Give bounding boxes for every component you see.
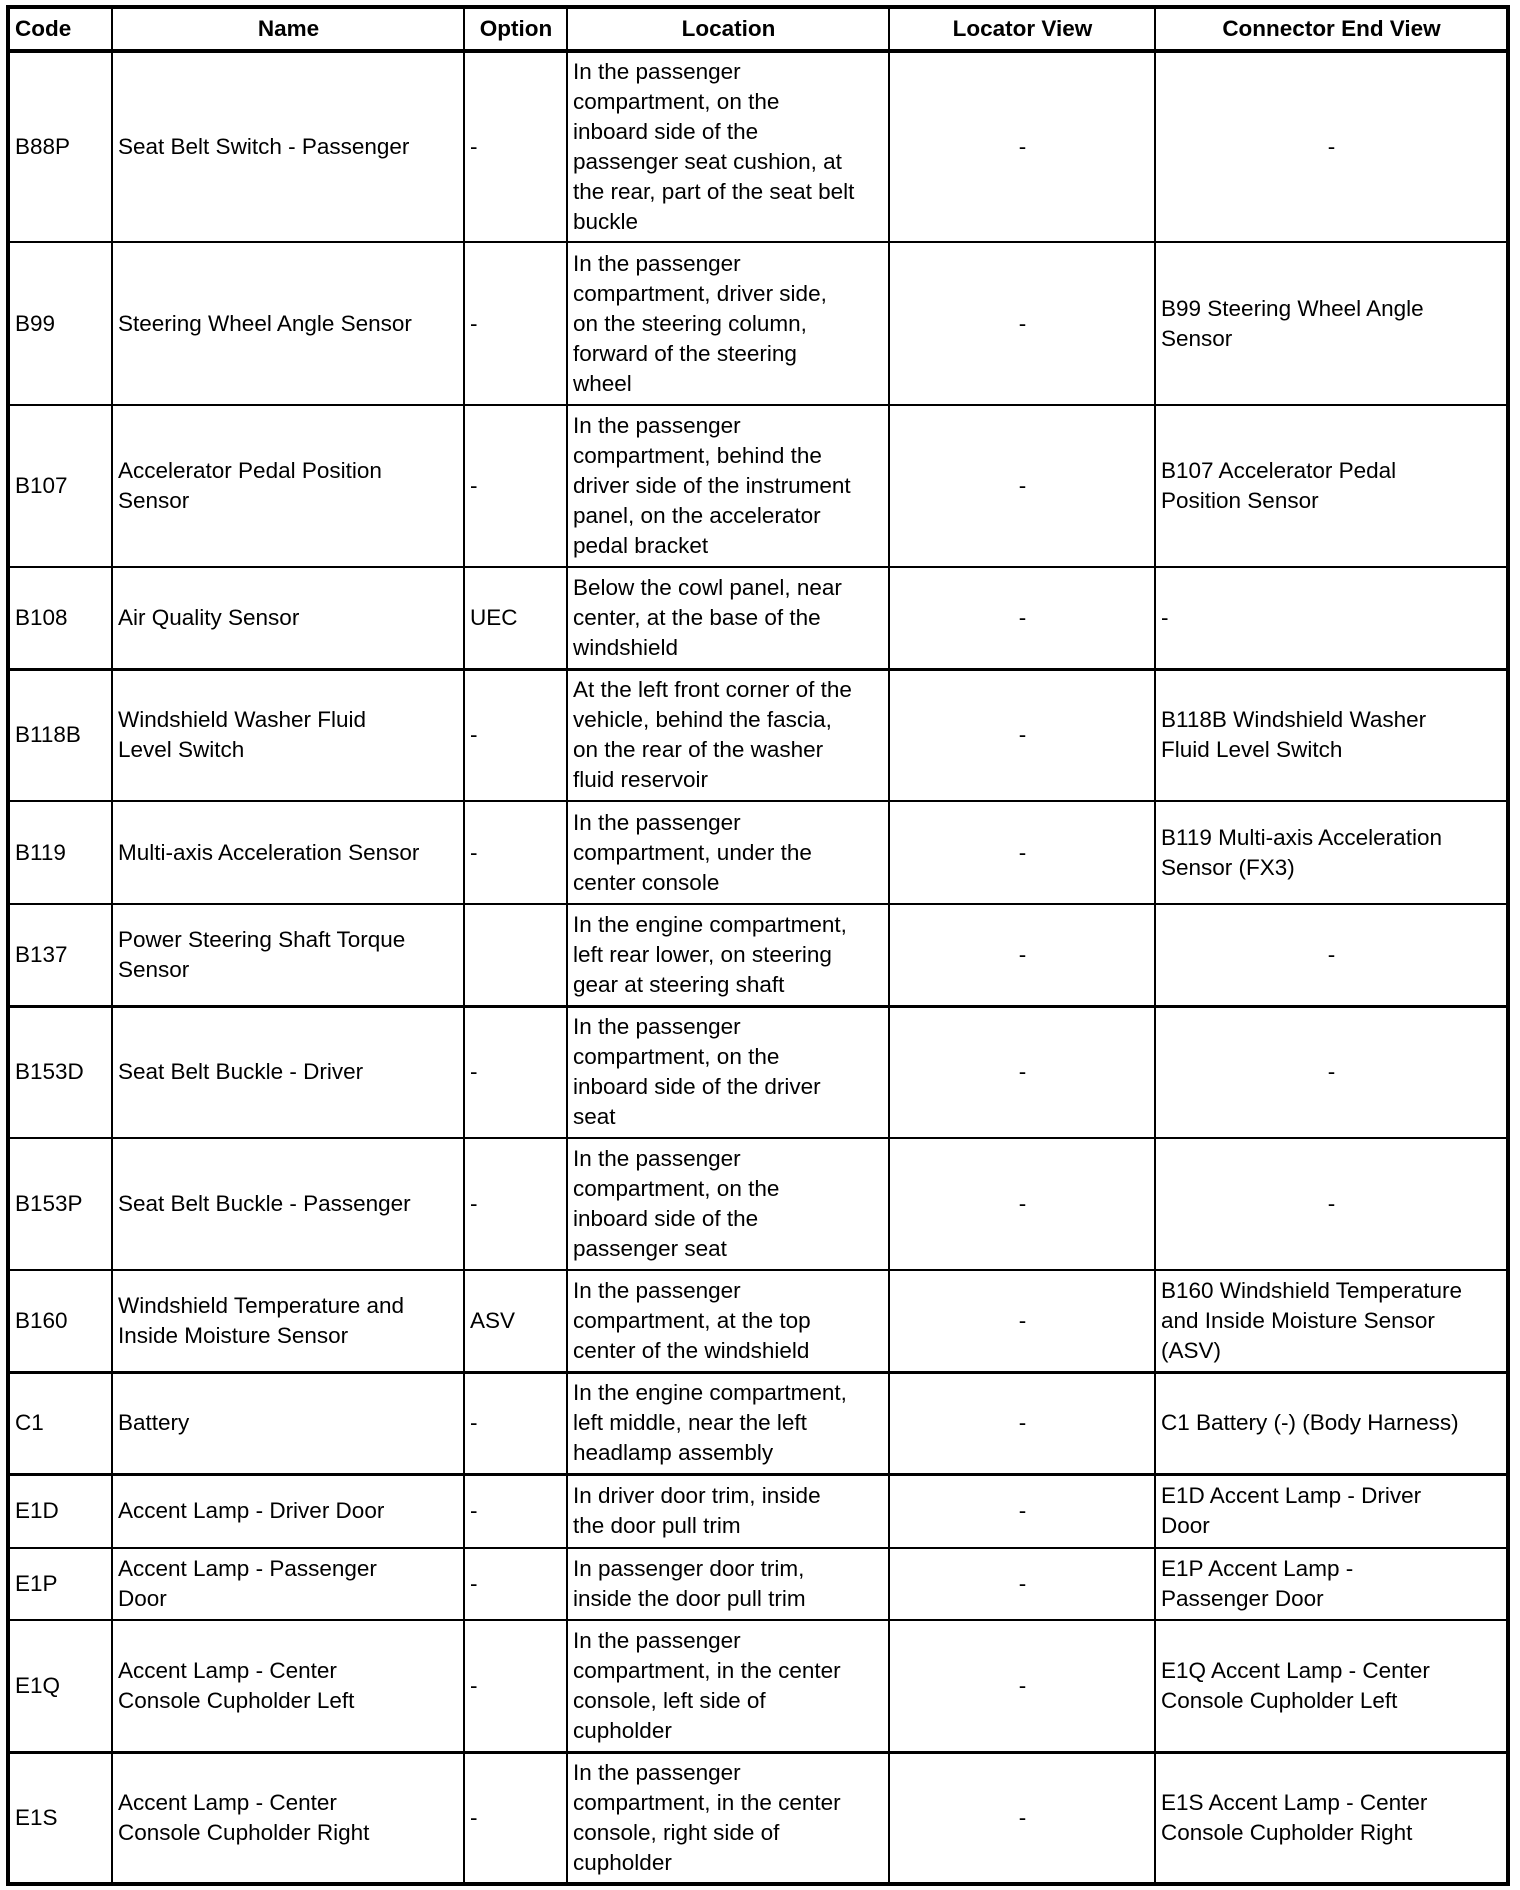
cell-location — [567, 1474, 889, 1548]
table-row — [8, 1620, 1508, 1752]
cell-line: B118B Windshield Washer — [1161, 707, 1427, 733]
cell-location — [567, 669, 889, 801]
cell-option — [464, 567, 567, 669]
cell-line: Windshield Temperature and — [118, 1292, 404, 1318]
cell-text: - — [1018, 1410, 1027, 1435]
cell-line: (ASV) — [1161, 1337, 1222, 1363]
cell-text: UEC — [470, 604, 518, 630]
cell-line: E1S Accent Lamp - Center — [1161, 1789, 1428, 1815]
cell-location — [567, 1752, 889, 1884]
cell-text: B119 — [15, 839, 66, 865]
cell-code — [8, 51, 112, 242]
cell-location — [567, 1006, 889, 1138]
cell-line: inboard side of the — [573, 1206, 759, 1231]
cell-line: the door pull trim — [573, 1513, 741, 1539]
cell-text: - — [1018, 941, 1027, 967]
cell-line: Accent Lamp - Driver Door — [118, 1498, 385, 1524]
cell-line: In the passenger — [573, 1759, 741, 1785]
cell-line: Sensor (FX3) — [1161, 854, 1295, 880]
table-row — [8, 1548, 1508, 1620]
cell-line: In the passenger — [573, 1277, 741, 1303]
cell-text: - — [470, 1059, 478, 1085]
cell-option — [464, 904, 567, 1006]
cell-text: B153P — [15, 1191, 83, 1216]
cell-connector-end-view — [1155, 904, 1508, 1006]
cell-name — [112, 1372, 464, 1474]
cell-locator-view — [889, 405, 1155, 567]
cell-locator-view — [889, 51, 1155, 242]
cell-location — [567, 1620, 889, 1752]
cell-line: In driver door trim, inside — [573, 1483, 821, 1509]
cell-line: B107 Accelerator Pedal — [1161, 458, 1397, 483]
cell-locator-view — [889, 1372, 1155, 1474]
table-row — [8, 51, 1508, 242]
table-row — [8, 1372, 1508, 1474]
cell-name — [112, 1752, 464, 1884]
cell-text: B107 — [15, 473, 68, 498]
cell-code — [8, 405, 112, 567]
cell-text: - — [1018, 1498, 1027, 1524]
cell-line: Accent Lamp - Passenger — [118, 1556, 377, 1581]
cell-line: E1P Accent Lamp - — [1161, 1556, 1354, 1581]
cell-code — [8, 1006, 112, 1138]
cell-text: - — [470, 134, 478, 159]
cell-locator-view — [889, 1548, 1155, 1620]
cell-line: Passenger Door — [1161, 1586, 1324, 1611]
cell-option — [464, 1474, 567, 1548]
cell-line: In the passenger — [573, 250, 741, 276]
cell-line: Windshield Washer Fluid — [118, 707, 367, 733]
cell-line: Seat Belt Buckle - Passenger — [118, 1191, 411, 1216]
cell-text: E1Q — [15, 1672, 61, 1698]
cell-line: - — [1327, 1191, 1336, 1216]
cell-code — [8, 567, 112, 669]
cell-line: In the engine compartment, — [573, 1380, 847, 1405]
cell-name — [112, 1138, 464, 1270]
cell-option — [464, 51, 567, 242]
header-code: Code — [8, 7, 112, 51]
cell-text: - — [1018, 1059, 1027, 1085]
cell-text: - — [1018, 839, 1027, 865]
cell-line: - — [1327, 1059, 1336, 1085]
cell-name — [112, 904, 464, 1006]
header-location: Location — [567, 7, 889, 51]
header-option: Option — [464, 7, 567, 51]
cell-name — [112, 1548, 464, 1620]
cell-line: In the passenger — [573, 413, 741, 438]
cell-text: B153D — [15, 1059, 84, 1085]
cell-line: B160 Windshield Temperature — [1161, 1277, 1463, 1303]
cell-line: center of the windshield — [573, 1337, 810, 1363]
table-row — [8, 405, 1508, 567]
cell-connector-end-view — [1155, 1548, 1508, 1620]
cell-line: panel, on the accelerator — [573, 503, 821, 528]
cell-name — [112, 1474, 464, 1548]
cell-line: Door — [1161, 1513, 1210, 1539]
cell-line: Console Cupholder Right — [118, 1819, 370, 1845]
cell-connector-end-view — [1155, 801, 1508, 904]
cell-connector-end-view — [1155, 1620, 1508, 1752]
cell-text: ASV — [470, 1307, 516, 1333]
cell-location — [567, 405, 889, 567]
cell-text: - — [1018, 1804, 1027, 1830]
cell-line: compartment, on the — [573, 1176, 780, 1201]
cell-line: Seat Belt Buckle - Driver — [118, 1059, 364, 1085]
cell-line: In the passenger — [573, 1627, 741, 1653]
cell-line: E1D Accent Lamp - Driver — [1161, 1483, 1422, 1509]
cell-line: center console — [573, 869, 720, 895]
cell-text: - — [470, 1672, 478, 1698]
cell-line: compartment, behind the — [573, 443, 822, 468]
cell-line: Multi-axis Acceleration Sensor — [118, 839, 420, 865]
cell-locator-view — [889, 1138, 1155, 1270]
cell-locator-view — [889, 904, 1155, 1006]
cell-name — [112, 51, 464, 242]
cell-code — [8, 1270, 112, 1372]
cell-text: - — [1018, 604, 1027, 630]
cell-text: - — [470, 1571, 478, 1596]
cell-line: In the passenger — [573, 1014, 741, 1040]
cell-line: driver side of the instrument — [573, 473, 851, 498]
cell-line: buckle — [573, 209, 639, 234]
cell-line: pedal bracket — [573, 533, 709, 558]
header-locator-view: Locator View — [889, 7, 1155, 51]
cell-name — [112, 801, 464, 904]
cell-line: Door — [118, 1586, 167, 1611]
cell-line: Sensor — [118, 956, 190, 982]
cell-line: Power Steering Shaft Torque — [118, 926, 406, 952]
cell-text: B88P — [15, 134, 71, 159]
cell-line: passenger seat — [573, 1236, 727, 1261]
cell-line: Air Quality Sensor — [118, 604, 300, 630]
cell-locator-view — [889, 1752, 1155, 1884]
cell-line: left middle, near the left — [573, 1410, 807, 1435]
cell-text: B108 — [15, 604, 68, 630]
cell-locator-view — [889, 1006, 1155, 1138]
cell-connector-end-view — [1155, 1752, 1508, 1884]
cell-code — [8, 1138, 112, 1270]
cell-name — [112, 242, 464, 405]
cell-line: B99 Steering Wheel Angle — [1161, 295, 1424, 321]
cell-code — [8, 1752, 112, 1884]
cell-name — [112, 1006, 464, 1138]
cell-line: and Inside Moisture Sensor — [1161, 1307, 1435, 1333]
cell-code — [8, 242, 112, 405]
cell-line: Inside Moisture Sensor — [118, 1322, 349, 1348]
cell-line: B119 Multi-axis Acceleration — [1161, 824, 1442, 850]
cell-line: the rear, part of the seat belt — [573, 179, 855, 204]
cell-line: inboard side of the driver — [573, 1074, 821, 1100]
cell-text: - — [470, 473, 478, 498]
cell-line: compartment, driver side, — [573, 280, 827, 306]
table-row — [8, 1270, 1508, 1372]
cell-line: on the steering column, — [573, 310, 807, 336]
cell-code — [8, 1620, 112, 1752]
cell-connector-end-view — [1155, 242, 1508, 405]
cell-text: - — [470, 1498, 478, 1524]
cell-code — [8, 801, 112, 904]
cell-location — [567, 904, 889, 1006]
cell-text: B99 — [15, 310, 56, 336]
header-name: Name — [112, 7, 464, 51]
cell-option — [464, 1270, 567, 1372]
cell-line: on the rear of the washer — [573, 737, 824, 763]
cell-line: passenger seat cushion, at — [573, 149, 842, 174]
cell-text: - — [1018, 473, 1027, 498]
cell-line: seat — [573, 1104, 616, 1130]
table-row — [8, 669, 1508, 801]
cell-text: - — [470, 722, 478, 748]
cell-line: Steering Wheel Angle Sensor — [118, 310, 412, 336]
cell-location — [567, 1138, 889, 1270]
cell-line: At the left front corner of the — [573, 677, 852, 703]
cell-line: - — [1161, 604, 1169, 630]
cell-text: - — [470, 310, 478, 336]
cell-line: console, right side of — [573, 1819, 780, 1845]
cell-line: compartment, on the — [573, 1044, 780, 1070]
cell-option — [464, 1372, 567, 1474]
cell-locator-view — [889, 1270, 1155, 1372]
table-row — [8, 567, 1508, 669]
cell-text: E1D — [15, 1498, 59, 1524]
table-header-row — [8, 7, 1508, 51]
cell-location — [567, 1372, 889, 1474]
cell-line: Console Cupholder Left — [1161, 1687, 1398, 1713]
cell-code — [8, 1474, 112, 1548]
cell-line: left rear lower, on steering — [573, 941, 832, 967]
cell-locator-view — [889, 669, 1155, 801]
cell-locator-view — [889, 567, 1155, 669]
header-connector-end-view: Connector End View — [1155, 7, 1508, 51]
cell-line: windshield — [573, 634, 679, 660]
cell-line: center, at the base of the — [573, 604, 821, 630]
cell-line: vehicle, behind the fascia, — [573, 707, 832, 733]
cell-text: - — [1018, 1307, 1027, 1333]
cell-line: In the engine compartment, — [573, 911, 847, 937]
cell-line: In passenger door trim, — [573, 1556, 805, 1581]
cell-locator-view — [889, 801, 1155, 904]
component-locator-table — [6, 5, 1510, 1886]
cell-text: E1P — [15, 1571, 58, 1596]
cell-location — [567, 51, 889, 242]
cell-location — [567, 1270, 889, 1372]
cell-connector-end-view — [1155, 1138, 1508, 1270]
cell-line: Console Cupholder Right — [1161, 1819, 1413, 1845]
cell-location — [567, 242, 889, 405]
cell-line: inboard side of the — [573, 119, 759, 144]
cell-line: Battery — [118, 1410, 190, 1435]
cell-line: wheel — [573, 370, 632, 396]
cell-option — [464, 1752, 567, 1884]
cell-line: Seat Belt Switch - Passenger — [118, 134, 410, 159]
cell-line: In the passenger — [573, 59, 741, 84]
cell-text: B137 — [15, 941, 68, 967]
cell-option — [464, 669, 567, 801]
cell-text: - — [1018, 1672, 1027, 1698]
cell-location — [567, 1548, 889, 1620]
cell-name — [112, 1620, 464, 1752]
cell-connector-end-view — [1155, 567, 1508, 669]
table-row — [8, 1474, 1508, 1548]
cell-line: fluid reservoir — [573, 767, 709, 793]
cell-line: - — [1327, 134, 1336, 159]
cell-line: Below the cowl panel, near — [573, 574, 842, 600]
cell-option — [464, 801, 567, 904]
cell-text: B118B — [15, 722, 81, 748]
cell-option — [464, 242, 567, 405]
cell-connector-end-view — [1155, 669, 1508, 801]
cell-code — [8, 669, 112, 801]
cell-option — [464, 405, 567, 567]
cell-name — [112, 567, 464, 669]
cell-line: forward of the steering — [573, 340, 797, 366]
cell-text: - — [470, 1191, 478, 1216]
cell-connector-end-view — [1155, 1474, 1508, 1548]
cell-location — [567, 801, 889, 904]
cell-option — [464, 1620, 567, 1752]
cell-text: - — [470, 1804, 478, 1830]
cell-text: - — [470, 839, 478, 865]
cell-name — [112, 405, 464, 567]
cell-line: Sensor — [1161, 325, 1233, 351]
cell-line: compartment, in the center — [573, 1789, 841, 1815]
cell-text: - — [470, 1410, 478, 1435]
cell-text: E1S — [15, 1804, 58, 1830]
cell-line: compartment, at the top — [573, 1307, 811, 1333]
cell-line: cupholder — [573, 1849, 672, 1875]
cell-locator-view — [889, 242, 1155, 405]
cell-line: C1 Battery (-) (Body Harness) — [1161, 1410, 1459, 1435]
cell-line: compartment, under the — [573, 839, 812, 865]
cell-option — [464, 1548, 567, 1620]
cell-code — [8, 1548, 112, 1620]
cell-connector-end-view — [1155, 51, 1508, 242]
cell-line: In the passenger — [573, 809, 741, 835]
cell-line: Level Switch — [118, 737, 245, 763]
cell-line: Accent Lamp - Center — [118, 1789, 337, 1815]
cell-line: compartment, in the center — [573, 1657, 841, 1683]
cell-line: Accelerator Pedal Position — [118, 458, 382, 483]
cell-line: - — [1327, 941, 1336, 967]
cell-code — [8, 904, 112, 1006]
cell-connector-end-view — [1155, 1270, 1508, 1372]
cell-locator-view — [889, 1474, 1155, 1548]
cell-line: Console Cupholder Left — [118, 1687, 355, 1713]
cell-line: Accent Lamp - Center — [118, 1657, 337, 1683]
cell-text: C1 — [15, 1410, 44, 1435]
cell-text: - — [1018, 310, 1027, 336]
cell-line: Position Sensor — [1161, 488, 1319, 513]
table-row — [8, 242, 1508, 405]
cell-line: gear at steering shaft — [573, 971, 785, 997]
cell-name — [112, 1270, 464, 1372]
table-row — [8, 1138, 1508, 1270]
table-row — [8, 904, 1508, 1006]
cell-line: E1Q Accent Lamp - Center — [1161, 1657, 1430, 1683]
cell-text: - — [1018, 722, 1027, 748]
cell-location — [567, 567, 889, 669]
cell-connector-end-view — [1155, 1372, 1508, 1474]
cell-option — [464, 1138, 567, 1270]
cell-option — [464, 1006, 567, 1138]
cell-connector-end-view — [1155, 405, 1508, 567]
cell-name — [112, 669, 464, 801]
cell-text: - — [1018, 1191, 1027, 1216]
cell-line: Fluid Level Switch — [1161, 737, 1343, 763]
cell-locator-view — [889, 1620, 1155, 1752]
cell-text: - — [1018, 1571, 1027, 1596]
cell-code — [8, 1372, 112, 1474]
cell-line: inside the door pull trim — [573, 1586, 806, 1611]
table-body — [8, 51, 1508, 1884]
cell-line: cupholder — [573, 1717, 672, 1743]
cell-text: B160 — [15, 1307, 68, 1333]
cell-connector-end-view — [1155, 1006, 1508, 1138]
cell-line: compartment, on the — [573, 89, 780, 114]
cell-line: In the passenger — [573, 1146, 741, 1171]
table-row — [8, 1006, 1508, 1138]
cell-line: console, left side of — [573, 1687, 766, 1713]
table-row — [8, 1752, 1508, 1884]
cell-line: Sensor — [118, 488, 190, 513]
cell-text: - — [1018, 134, 1027, 159]
cell-line: headlamp assembly — [573, 1440, 774, 1465]
table-row — [8, 801, 1508, 904]
